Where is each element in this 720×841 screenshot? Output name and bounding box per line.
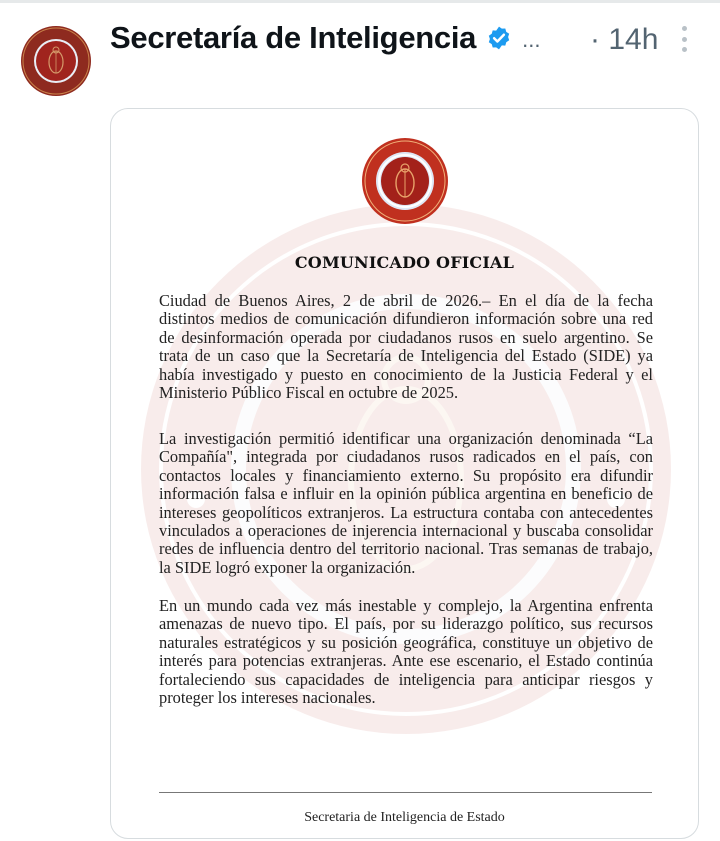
document-signature: Secretaria de Inteligencia de Estado <box>304 810 505 825</box>
document-paragraph: Ciudad de Buenos Aires, 2 de abril de 2026.– En el día de la fecha distintos medios de comunicación difundieron información sobre una red de desinformación operada por ciudadanos rusos en suelo argentino. Se trata de un caso que la Secretaría de Inteligencia del Estado (SIDE) ya había investigado y puesto en conocimiento de la Justicia Federal y el Ministerio Público Fiscal en octubre de 2025. <box>159 291 653 403</box>
more-dot <box>682 26 687 31</box>
avatar[interactable] <box>20 25 92 97</box>
seal-logo-icon <box>361 137 449 225</box>
handle-truncated: ... <box>522 27 541 52</box>
author-name[interactable]: Secretaría de Inteligencia <box>110 20 477 55</box>
top-divider <box>0 0 720 3</box>
signature-divider <box>159 792 652 793</box>
more-dot <box>682 37 687 42</box>
document-title: COMUNICADO OFICIAL <box>294 253 515 272</box>
verified-badge-icon <box>486 25 512 51</box>
document-paragraph: En un mundo cada vez más inestable y complejo, la Argentina enfrenta amenazas de nuevo tipo. El país, por su liderazgo político, sus recursos naturales estratégicos y su posición geográfica, constituye un objetivo de interés para potencias extranjeras. Ante ese escenario, el Estado continúa fortaleciendo sus capacidades de inteligencia para anticipar riesgos y proteger los intereses nacionales. <box>159 596 653 708</box>
post-timestamp[interactable]: · 14h <box>590 23 659 56</box>
more-dot <box>682 47 687 52</box>
attached-image-card[interactable] <box>110 108 699 839</box>
more-vertical-icon[interactable] <box>680 26 688 52</box>
document-paragraph: La investigación permitió identificar una organización denominada “La Compañía", integrada por ciudadanos rusos radicados en el país, con contactos locales y financiamiento externo. Su propósito era difundir información falsa e influir en la opinión pública argentina en beneficio de intereses geopolíticos extranjeros. La estructura contaba con antecedentes vinculados a operaciones de injerencia internacional y buscaba consolidar redes de influencia dentro del territorio nacional. Tras semanas de trabajo, la SIDE logró exponer la organización. <box>159 429 653 577</box>
seal-logo-icon <box>20 25 92 97</box>
